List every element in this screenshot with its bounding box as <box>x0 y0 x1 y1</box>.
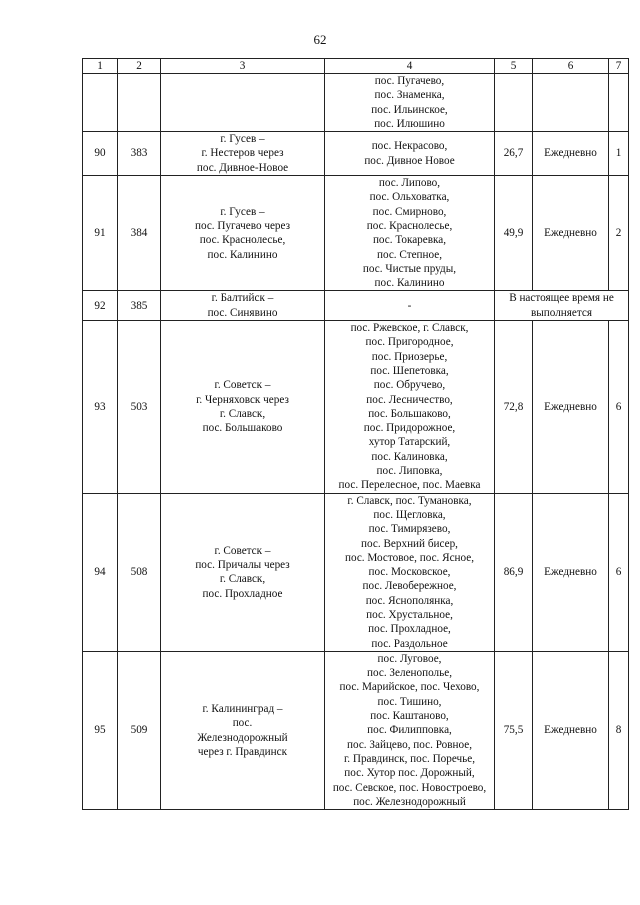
table-row <box>83 74 629 132</box>
stops-cell-line: пос. Некрасово, <box>371 140 448 153</box>
route-number-cell: 503 <box>118 321 161 494</box>
stops-cell-line: пос. Чистые пруды, <box>362 262 457 275</box>
route-number-cell: 383 <box>118 132 161 176</box>
route-number-cell: 384 <box>118 176 161 291</box>
route-number-cell: 385 <box>118 291 161 321</box>
route-name-cell-line: пос. Большаково <box>202 422 283 435</box>
route-name-cell-line: через г. Правдинск <box>197 745 288 758</box>
status-cell-line: В настоящее время не <box>509 292 614 305</box>
length-cell <box>495 74 533 132</box>
stops-cell-line: пос. Придорожное, <box>363 422 456 435</box>
stops-cell <box>325 176 495 291</box>
stops-cell-line: пос. Смирново, <box>372 205 447 218</box>
stops-cell-line: пос. Зайцево, пос. Ровное, <box>346 738 473 751</box>
stops-cell-line: пос. Ржевское, г. Славск, <box>350 322 469 335</box>
table-row <box>83 291 629 321</box>
length-cell: 72,8 <box>495 321 533 494</box>
trips-count-cell: 6 <box>609 493 629 651</box>
row-number-cell: 92 <box>83 291 118 321</box>
table-row <box>83 493 629 651</box>
schedule-cell: Ежедневно <box>533 132 609 176</box>
stops-cell-line: пос. Тишино, <box>377 695 442 708</box>
stops-cell-line: пос. Калиновка, <box>371 450 448 463</box>
schedule-cell: Ежедневно <box>533 176 609 291</box>
stops-cell-line: пос. Тимирязево, <box>368 523 451 536</box>
column-header: 4 <box>325 59 495 74</box>
route-name-cell <box>161 321 325 494</box>
stops-cell-line: пос. Липовка, <box>376 465 443 478</box>
stops-cell-line: пос. Севское, пос. Новостроево, <box>332 781 487 794</box>
stops-cell-line: пос. Левобережное, <box>362 580 457 593</box>
stops-cell-line: пос. Краснолесье, <box>366 219 453 232</box>
stops-cell <box>325 651 495 809</box>
trips-count-cell: 6 <box>609 321 629 494</box>
header-row <box>83 59 629 74</box>
row-number-cell: 90 <box>83 132 118 176</box>
route-name-cell-line: пос. Пугачево через <box>194 219 291 232</box>
stops-cell-line: г. Правдинск, пос. Поречье, <box>343 752 476 765</box>
route-name-cell <box>161 291 325 321</box>
route-name-cell <box>161 176 325 291</box>
stops-cell-line: пос. Токаревка, <box>372 234 447 247</box>
page-number: 62 <box>313 32 327 47</box>
route-name-cell-line: г. Калининград – <box>202 702 283 715</box>
column-header: 1 <box>83 59 118 74</box>
stops-cell-line: пос. Каштаново, <box>370 710 449 723</box>
schedule-cell: Ежедневно <box>533 493 609 651</box>
table-row <box>83 132 629 176</box>
route-name-cell-line: пос. Синявино <box>207 306 278 319</box>
route-name-cell <box>161 132 325 176</box>
schedule-cell: Ежедневно <box>533 321 609 494</box>
stops-cell-line: пос. Степное, <box>376 248 443 261</box>
stops-cell-line: пос. Марийское, пос. Чехово, <box>339 681 480 694</box>
stops-cell-line: пос. Ильинское, <box>371 103 448 116</box>
route-number-cell <box>118 74 161 132</box>
stops-cell-line: пос. Филипповка, <box>367 724 452 737</box>
route-name-cell-line: г. Славск, <box>219 573 266 586</box>
route-name-cell-line: г. Балтийск – <box>211 292 274 305</box>
stops-cell <box>325 291 495 321</box>
column-header: 3 <box>161 59 325 74</box>
route-name-cell-line: г. Нестеров через <box>201 147 284 160</box>
stops-cell-line: пос. Приозерье, <box>371 350 448 363</box>
table-row <box>83 321 629 494</box>
column-header: 7 <box>609 59 629 74</box>
column-header: 2 <box>118 59 161 74</box>
route-name-cell-line: г. Гусев – <box>220 205 265 218</box>
stops-cell-line: пос. Пугачево, <box>374 75 445 87</box>
route-name-cell-line: пос. <box>232 717 253 730</box>
stops-cell <box>325 493 495 651</box>
route-name-cell-line: г. Славск, <box>219 407 266 420</box>
length-cell: 75,5 <box>495 651 533 809</box>
trips-count-cell: 1 <box>609 132 629 176</box>
stops-cell-line: пос. Раздольное <box>371 637 448 650</box>
stops-cell <box>325 74 495 132</box>
stops-cell-line: пос. Калинино <box>374 277 445 290</box>
route-name-cell <box>161 493 325 651</box>
stops-cell-line: пос. Знаменка, <box>374 89 445 102</box>
routes-table <box>82 58 629 810</box>
route-name-cell-line: пос. Калинино <box>207 248 278 261</box>
stops-cell-line: пос. Луговое, <box>377 652 442 665</box>
route-number-cell: 509 <box>118 651 161 809</box>
status-cell <box>495 291 629 321</box>
row-number-cell: 94 <box>83 493 118 651</box>
row-number-cell: 95 <box>83 651 118 809</box>
stops-cell-line: пос. Липово, <box>378 177 441 190</box>
route-name-cell <box>161 74 325 132</box>
stops-cell-line: пос. Большаково, <box>368 407 451 420</box>
route-name-cell-line: г. Советск – <box>214 544 271 557</box>
stops-cell-line: пос. Шепетовка, <box>370 364 449 377</box>
length-cell: 86,9 <box>495 493 533 651</box>
route-name-cell-line: пос. Дивное-Новое <box>196 161 289 174</box>
trips-count-cell <box>609 74 629 132</box>
stops-cell-line: пос. Обручево, <box>373 379 446 392</box>
column-header: 5 <box>495 59 533 74</box>
stops-cell-line: пос. Ольховатка, <box>369 191 450 204</box>
trips-count-cell: 2 <box>609 176 629 291</box>
stops-cell-line: пос. Перелесное, пос. Маевка <box>338 479 481 492</box>
length-cell: 49,9 <box>495 176 533 291</box>
stops-cell-line: пос. Московское, <box>368 566 451 579</box>
stops-cell <box>325 132 495 176</box>
table-row <box>83 651 629 809</box>
stops-cell-line: пос. Хрустальное, <box>366 608 453 621</box>
column-header: 6 <box>533 59 609 74</box>
stops-cell-line: г. Славск, пос. Тумановка, <box>347 494 472 507</box>
route-number-cell: 508 <box>118 493 161 651</box>
table-row <box>83 176 629 291</box>
stops-cell-line: пос. Илюшино <box>374 117 445 130</box>
stops-cell-line: пос. Яснополянка, <box>365 594 454 607</box>
row-number-cell: 93 <box>83 321 118 494</box>
stops-cell-line: пос. Пригородное, <box>365 336 454 349</box>
stops-cell-line: пос. Прохладное, <box>368 623 451 636</box>
stops-cell-line: пос. Дивное Новое <box>364 154 455 167</box>
route-name-cell-line: Железнодорожный <box>197 731 288 744</box>
stops-cell-line: пос. Зеленополье, <box>367 667 452 680</box>
route-name-cell-line: пос. Прохладное <box>202 587 283 600</box>
row-number-cell <box>83 74 118 132</box>
length-cell: 26,7 <box>495 132 533 176</box>
schedule-cell <box>533 74 609 132</box>
route-name-cell-line: г. Черняховск через <box>196 393 289 406</box>
stops-cell-line: - <box>407 299 412 312</box>
stops-cell-line: пос. Щегловка, <box>373 508 446 521</box>
schedule-cell: Ежедневно <box>533 651 609 809</box>
route-name-cell <box>161 651 325 809</box>
stops-cell-line: пос. Железнодорожный <box>353 795 466 808</box>
route-name-cell-line: г. Гусев – <box>220 133 265 146</box>
stops-cell-line: пос. Хутор пос. Дорожный, <box>344 767 475 780</box>
stops-cell-line: хутор Татарский, <box>368 436 451 449</box>
status-cell-line: выполняется <box>530 306 593 319</box>
stops-cell <box>325 321 495 494</box>
stops-cell-line: пос. Мостовое, пос. Ясное, <box>344 551 475 564</box>
route-name-cell-line: пос. Причалы через <box>195 558 290 571</box>
stops-cell-line: пос. Верхний бисер, <box>361 537 458 550</box>
row-number-cell: 91 <box>83 176 118 291</box>
route-name-cell-line: г. Советск – <box>214 379 271 392</box>
stops-cell-line: пос. Лесничество, <box>366 393 453 406</box>
route-name-cell-line: пос. Краснолесье, <box>199 234 286 247</box>
trips-count-cell: 8 <box>609 651 629 809</box>
